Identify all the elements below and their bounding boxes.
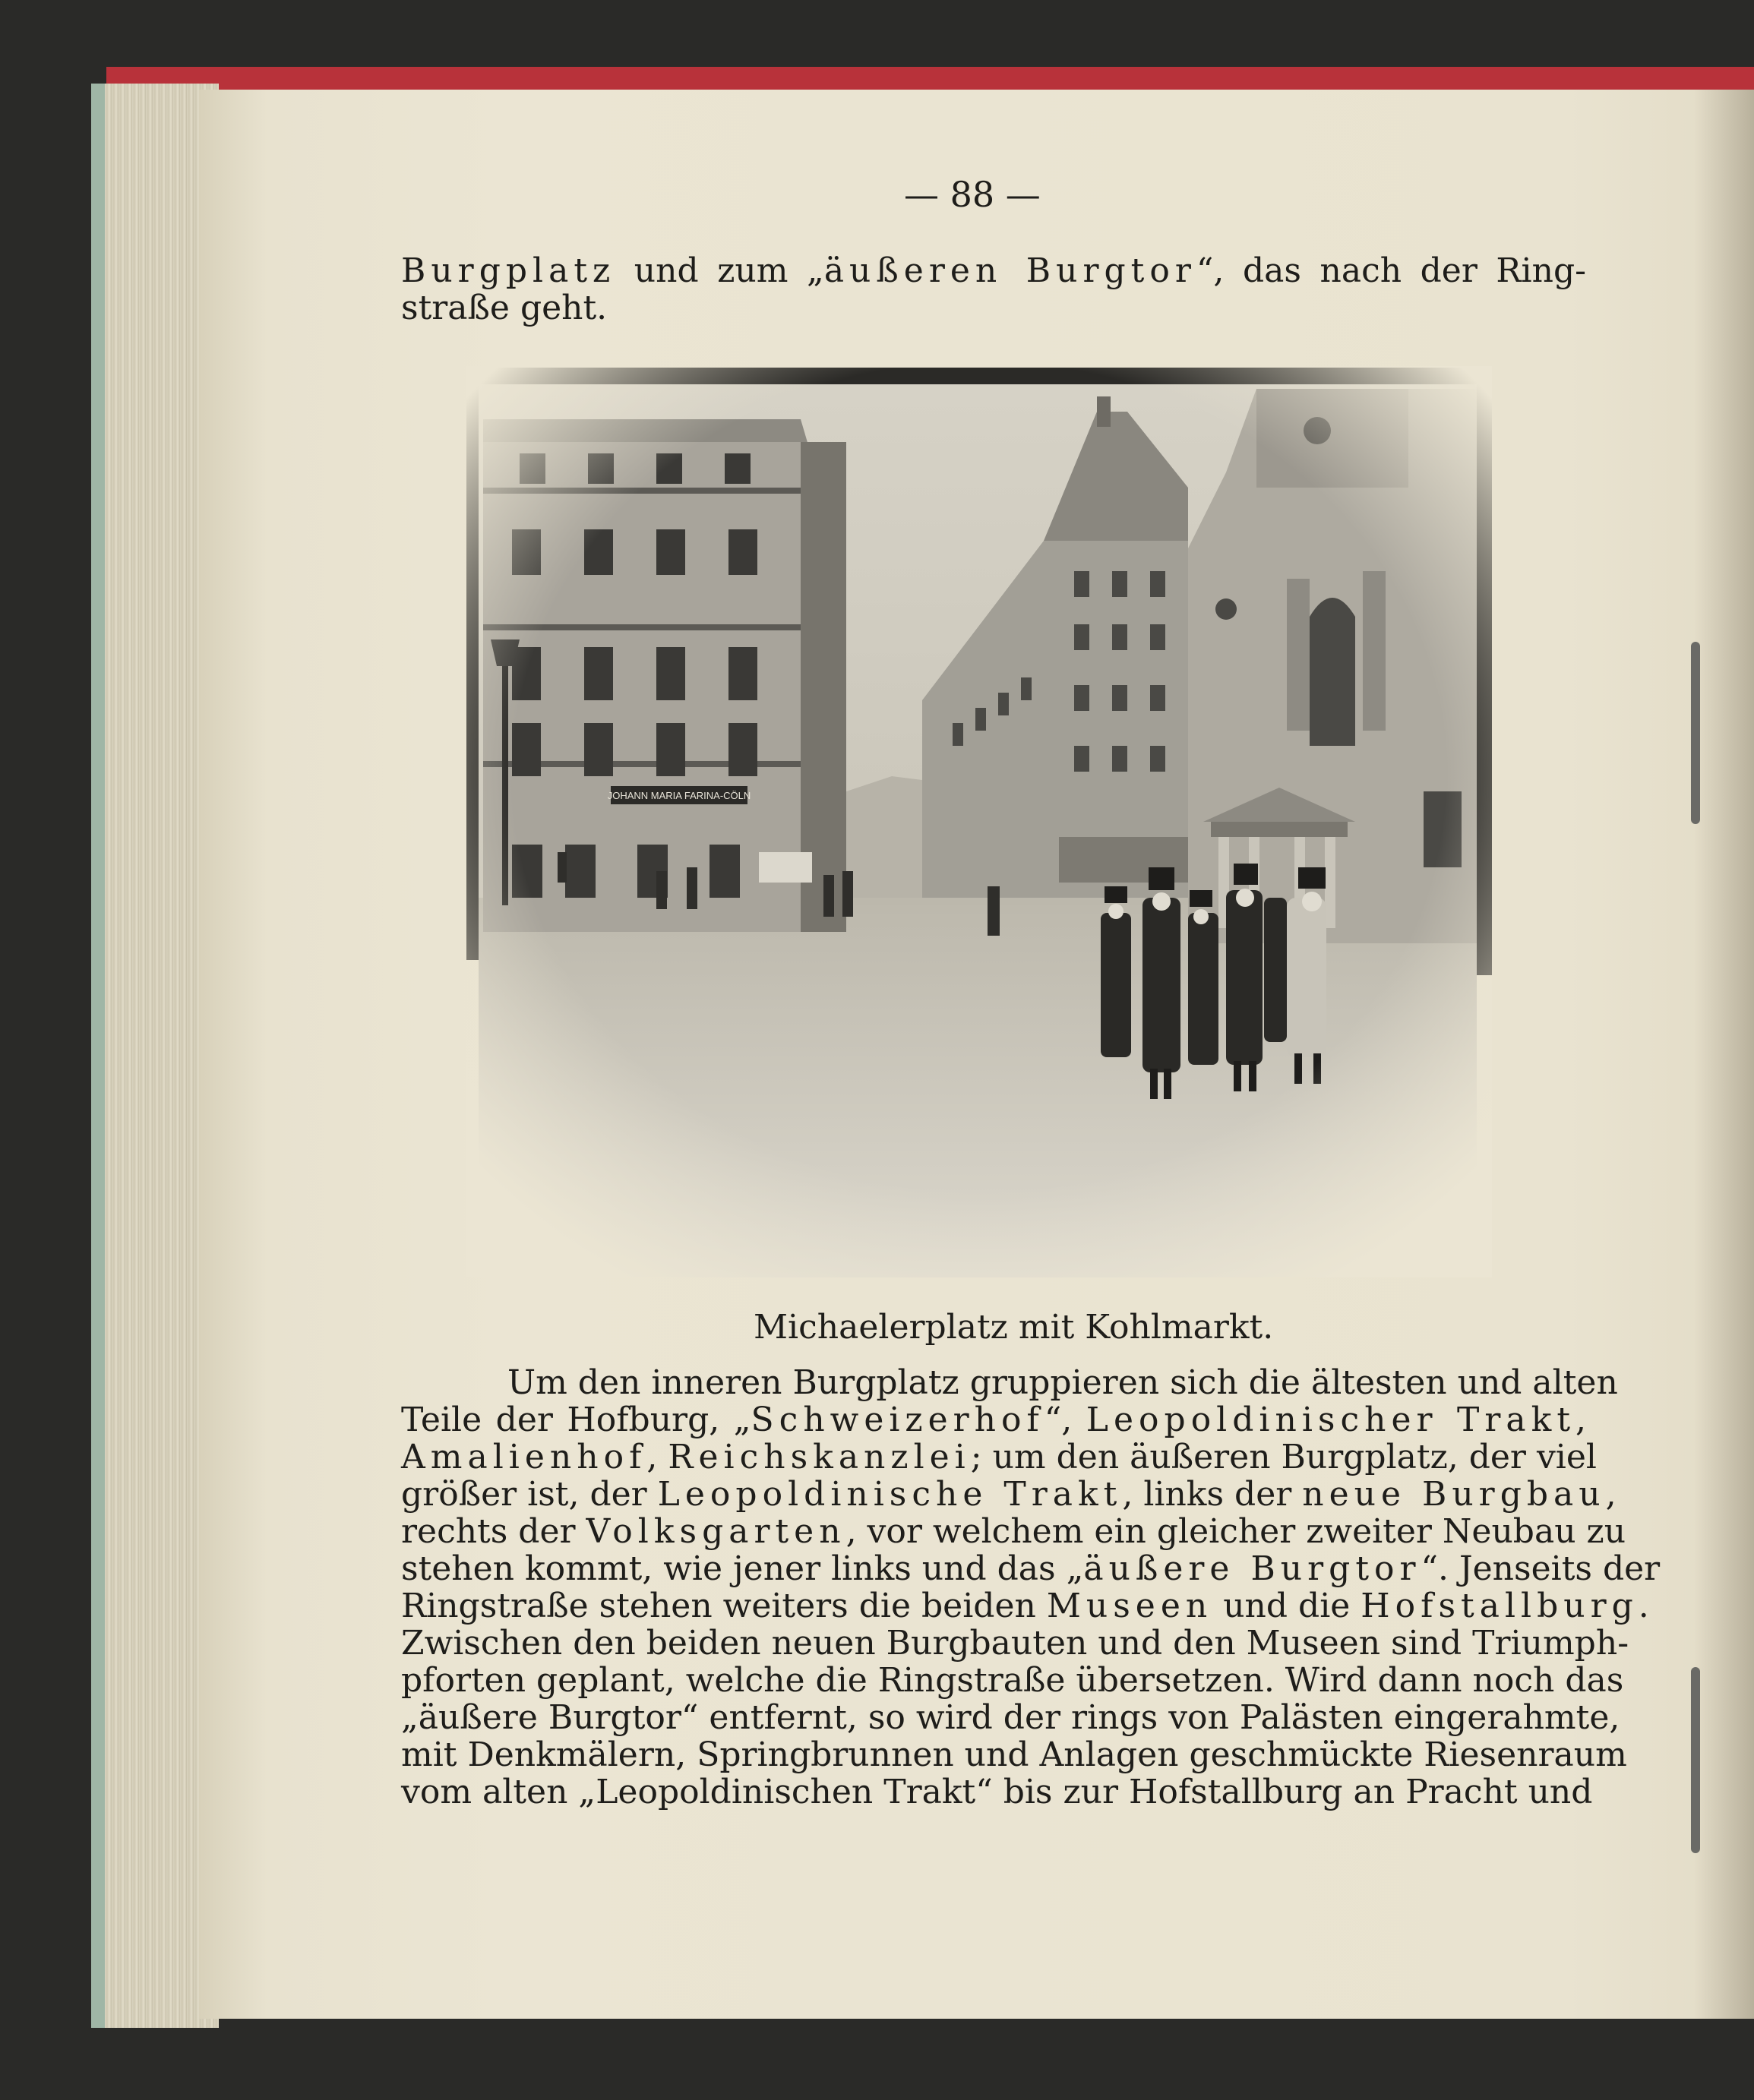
text-line: rechts der Volksgarten, vor welchem ein gleicher zweiter Neubau zu: [401, 1512, 1626, 1551]
binding-clip-bottom: [1691, 1667, 1700, 1853]
text-line: größer ist, der Leopoldinische Trakt, links der neue Burgbau,: [401, 1475, 1617, 1514]
text-line: „äußere Burgtor“ entfernt, so wird der rings von Palästen eingerahmte,: [401, 1698, 1620, 1737]
text-line: Teile der Hofburg, „Schweizerhof“, Leopoldinischer Trakt,: [401, 1401, 1586, 1439]
page-number: — 88 —: [904, 174, 1041, 215]
street-photograph: [466, 366, 1492, 1277]
text-line: stehen kommt, wie jener links und das „äußere Burgtor“. Jenseits der: [401, 1549, 1661, 1588]
figure-caption: Michaelerplatz mit Kohlmarkt.: [754, 1308, 1274, 1347]
gutter-shadow: [1694, 90, 1754, 2019]
text-line: Amalienhof, Reichskanzlei; um den äußeren Burgplatz, der viel: [401, 1438, 1597, 1476]
text-line: vom alten „Leopoldinischen Trakt“ bis zur Hofstallburg an Pracht und: [401, 1773, 1593, 1811]
text-line: Um den inneren Burgplatz gruppieren sich die ältesten und alten: [507, 1363, 1618, 1402]
text-line: Ringstraße stehen weiters die beiden Museen und die Hofstallburg.: [401, 1587, 1649, 1625]
text-line: straße geht.: [401, 289, 608, 327]
binding-clip-top: [1691, 642, 1700, 824]
text-line: mit Denkmälern, Springbrunnen und Anlagen geschmückte Riesenraum: [401, 1735, 1627, 1774]
text-line: Zwischen den beiden neuen Burgbauten und den Museen sind Triumph-: [401, 1624, 1629, 1663]
text-line: Burgplatz und zum „äußeren Burgtor“, das nach der Ring-: [401, 251, 1586, 290]
text-line: pforten geplant, welche die Ringstraße übersetzen. Wird dann noch das: [401, 1661, 1624, 1700]
